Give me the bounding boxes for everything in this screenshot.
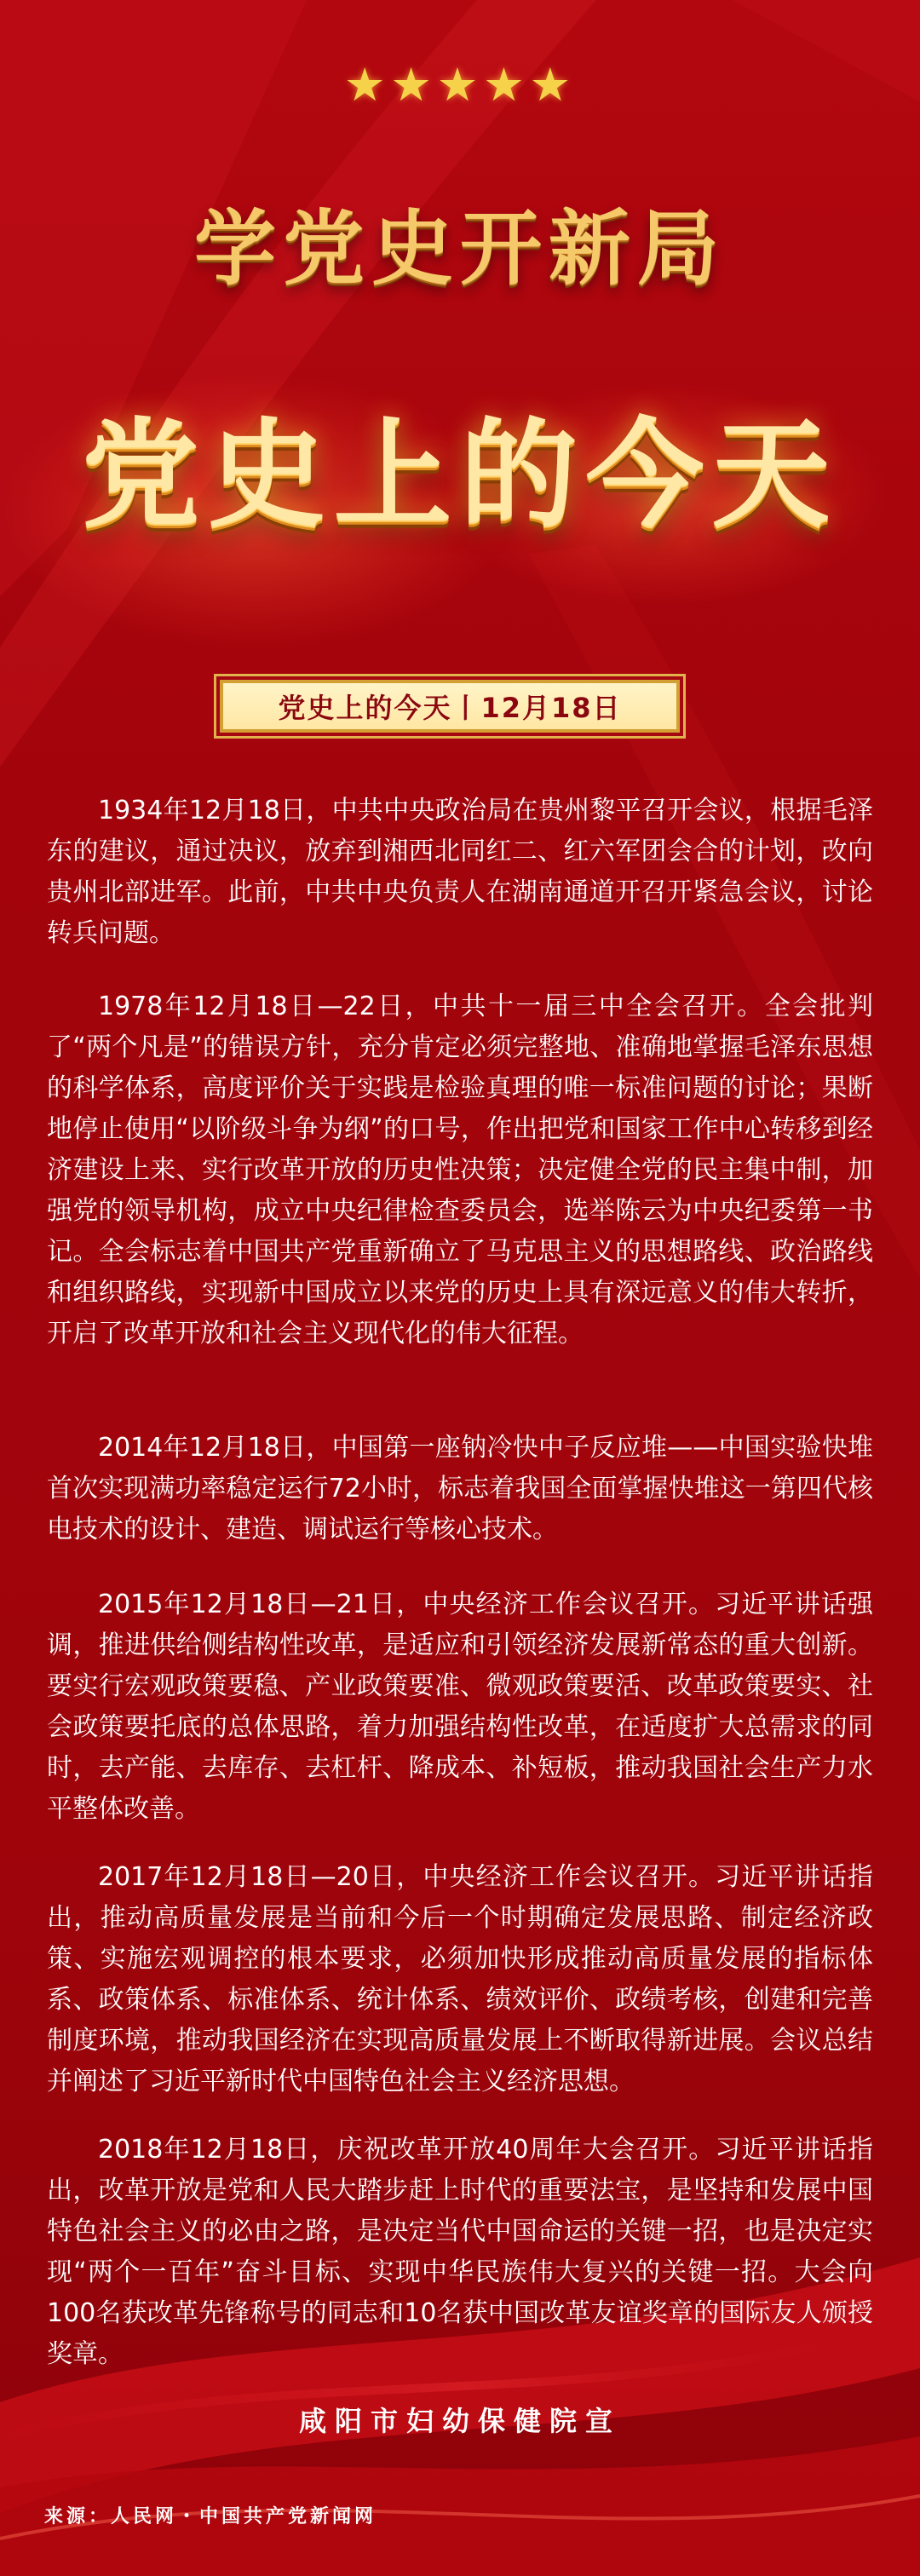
event-paragraph-2014: 2014年12月18日，中国第一座钠冷快中子反应堆——中国实验快堆首次实现满功率稳定运行72小时，标志着我国全面掌握快堆这一第四代核电技术的设计、建造、调试运行等核心技术。 xyxy=(47,1433,873,1544)
date-banner xyxy=(220,680,680,733)
event-paragraph-2017: 2017年12月18日—20日，中央经济工作会议召开。习近平讲话指出，推动高质量发展是当前和今后一个时期确定发展思路、制定经济政策、实施宏观调控的根本要求，必须加快形成推动高质量发展的指标体系、政策体系、标准体系、统计体系、绩效评价、政绩考核，创建和完善制度环境，推动我国经济在实现高质量发展上不断取得新进展。会议总结并阐述了习近平新时代中国特色社会主义经济思想。 xyxy=(47,1862,873,2096)
event-paragraph-1934: 1934年12月18日，中共中央政治局在贵州黎平召开会议，根据毛泽东的建议，通过决议，放弃到湘西北同红二、红六军团会合的计划，改向贵州北部进军。此前，中共中央负责人在湖南通道开召开紧急会议，讨论转兵问题。 xyxy=(47,796,873,948)
source-credit: 来源：人民网・中国共产党新闻网 xyxy=(44,2506,377,2527)
page-subtitle: 学党史开新局 xyxy=(194,201,726,296)
page-title: 党史上的今天 xyxy=(81,406,838,543)
publisher-credit: 咸阳市妇幼保健院宣 xyxy=(298,2405,621,2437)
event-paragraph-2018: 2018年12月18日，庆祝改革开放40周年大会召开。习近平讲话指出，改革开放是党和人民大踏步赶上时代的重要法宝，是坚持和发展中国特色社会主义的必由之路，是决定当代中国命运的关键一招，也是决定实现“两个一百年”奋斗目标、实现中华民族伟大复兴的关键一招。大会向100名获改革先锋称号的同志和10名获中国改革友谊奖章的国际友人颁授奖章。 xyxy=(47,2135,873,2369)
event-paragraph-2015: 2015年12月18日—21日，中央经济工作会议召开。习近平讲话强调，推进供给侧结构性改革，是适应和引领经济发展新常态的重大创新。要实行宏观政策要稳、产业政策要准、微观政策要活、改革政策要实、社会政策要托底的总体思路，着力加强结构性改革，在适度扩大总需求的同时，去产能、去库存、去杠杆、降成本、补短板，推动我国社会生产力水平整体改善。 xyxy=(47,1590,873,1824)
event-paragraph-1978: 1978年12月18日—22日，中共十一届三中全会召开。全会批判了“两个凡是”的错误方针，充分肯定必须完整地、准确地掌握毛泽东思想的科学体系，高度评价关于实践是检验真理的唯一标准问题的讨论；果断地停止使用“以阶级斗争为纲”的口号，作出把党和国家工作中心转移到经济建设上来、实行改革开放的历史性决策；决定健全党的民主集中制，加强党的领导机构，成立中央纪律检查委员会，选举陈云为中央纪委第一书记。全会标志着中国共产党重新确立了马克思主义的思想路线、政治路线和组织路线，实现新中国成立以来党的历史上具有深远意义的伟大转折，开启了改革开放和社会主义现代化的伟大征程。 xyxy=(47,992,873,1348)
stars-decoration: ★★★★★ xyxy=(343,58,577,112)
date-banner-label: 党史上的今天丨12月18日 xyxy=(278,692,622,724)
